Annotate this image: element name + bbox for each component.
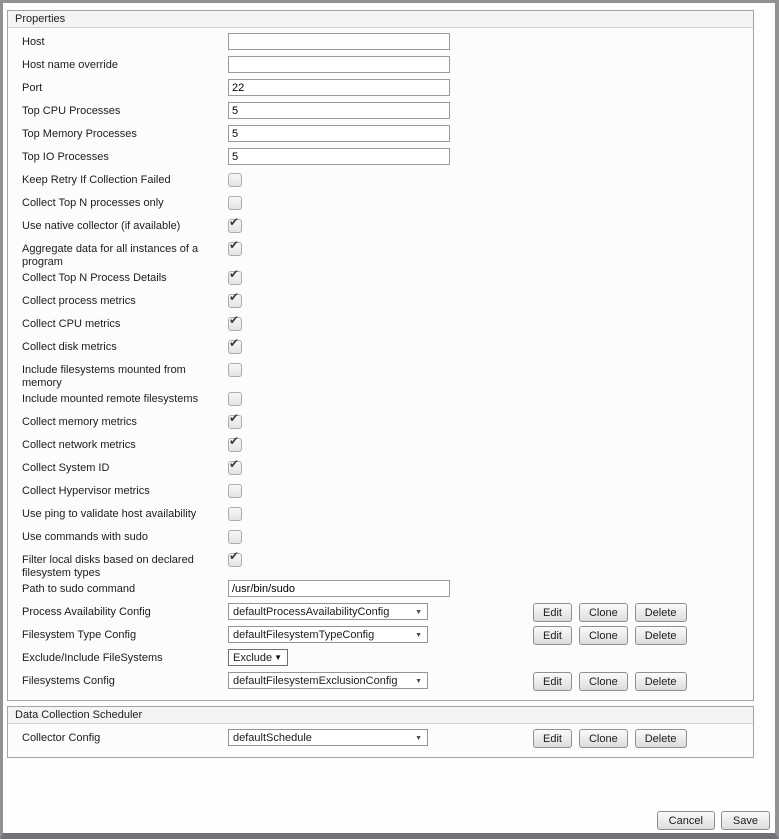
form-row-filesystems-config: [8, 672, 753, 695]
field-label: Use native collector (if available): [22, 220, 181, 232]
properties-panel: [7, 10, 754, 701]
form-row-aggregate-data-for-all-instances-of-a-program: [8, 240, 753, 269]
field-label: Collect System ID: [22, 462, 110, 474]
form-row-filesystem-type-config: [8, 626, 753, 649]
field-control: [228, 436, 242, 452]
check-icon: ✔: [229, 215, 240, 229]
scheduler-panel-body: [8, 724, 753, 757]
form-row-collect-system-id: [8, 459, 753, 482]
check-icon: ✔: [229, 457, 240, 471]
edit-button[interactable]: Edit: [533, 603, 572, 622]
field-control: [228, 171, 242, 187]
field-label: Process Availability Config: [22, 606, 151, 618]
select-value: defaultFilesystemExclusionConfig: [233, 674, 398, 687]
collect-hypervisor-metrics-checkbox[interactable]: [228, 484, 242, 498]
field-control: [228, 649, 288, 666]
check-icon: ✔: [229, 313, 240, 327]
field-label: Keep Retry If Collection Failed: [22, 174, 171, 186]
field-control: [228, 102, 450, 119]
field-control: [228, 580, 450, 597]
scheduler-panel: [7, 706, 754, 758]
edit-button[interactable]: Edit: [533, 672, 572, 691]
field-control: [228, 56, 450, 73]
field-label: Collector Config: [22, 732, 101, 744]
form-row-use-native-collector-if-available: [8, 217, 753, 240]
clone-button[interactable]: Clone: [579, 672, 628, 691]
field-control: [228, 148, 450, 165]
form-row-collect-process-metrics: [8, 292, 753, 315]
delete-button[interactable]: Delete: [635, 603, 687, 622]
form-row-include-mounted-remote-filesystems: [8, 390, 753, 413]
select-value: defaultFilesystemTypeConfig: [233, 628, 375, 641]
check-icon: ✔: [229, 267, 240, 281]
form-row-collect-disk-metrics: [8, 338, 753, 361]
field-label: Collect network metrics: [22, 439, 136, 451]
collect-disk-metrics-checkbox[interactable]: [228, 336, 242, 354]
field-label: Collect disk metrics: [22, 341, 117, 353]
top-memory-processes-input[interactable]: [228, 125, 450, 142]
field-control: [228, 79, 450, 96]
edit-button[interactable]: Edit: [533, 626, 572, 645]
field-control: [228, 33, 450, 50]
path-to-sudo-command-input[interactable]: [228, 580, 450, 597]
check-icon: ✔: [229, 238, 240, 252]
field-control: [228, 528, 242, 544]
field-control: [228, 125, 450, 142]
field-label: Filesystems Config: [22, 675, 115, 687]
collect-top-n-processes-only-checkbox[interactable]: [228, 196, 242, 210]
collect-top-n-process-details-checkbox[interactable]: [228, 267, 242, 285]
host-name-override-input[interactable]: [228, 56, 450, 73]
row-action-buttons: [533, 672, 687, 691]
field-control: [228, 361, 242, 377]
field-label: Host: [22, 36, 45, 48]
filesystem-type-config-select[interactable]: [228, 626, 428, 643]
chevron-down-icon: ▼: [274, 653, 282, 662]
check-icon: ✔: [229, 434, 240, 448]
form-row-exclude-include-filesystems: [8, 649, 753, 672]
form-row-keep-retry-if-collection-failed: [8, 171, 753, 194]
field-control: [228, 672, 428, 689]
field-control: [228, 505, 242, 521]
field-label: Port: [22, 82, 43, 94]
field-control: [228, 315, 242, 331]
form-row-use-ping-to-validate-host-availability: [8, 505, 753, 528]
row-action-buttons: [533, 603, 687, 622]
field-control: [228, 390, 242, 406]
field-control: [228, 240, 242, 256]
field-control: [228, 729, 428, 746]
process-availability-config-select[interactable]: [228, 603, 428, 620]
collect-process-metrics-checkbox[interactable]: [228, 290, 242, 308]
field-label: Include filesystems mounted from memory: [22, 364, 186, 389]
field-label: Top IO Processes: [22, 151, 109, 163]
form-row-collector-config: [8, 729, 753, 752]
filesystems-config-select[interactable]: [228, 672, 428, 689]
field-control: [228, 269, 242, 285]
scheduler-panel-title: Data Collection Scheduler: [8, 707, 753, 724]
field-control: [228, 292, 242, 308]
check-icon: ✔: [229, 290, 240, 304]
collect-memory-metrics-checkbox[interactable]: [228, 411, 242, 429]
form-row-include-filesystems-mounted-from-memory: [8, 361, 753, 390]
field-label: Filter local disks based on declared filesystem types: [22, 554, 194, 579]
cancel-button[interactable]: Cancel: [657, 811, 715, 830]
use-commands-with-sudo-checkbox[interactable]: [228, 530, 242, 544]
check-icon: ✔: [229, 549, 240, 563]
row-action-buttons: [533, 626, 687, 645]
host-input[interactable]: [228, 33, 450, 50]
form-row-host-name-override: [8, 56, 753, 79]
port-input[interactable]: [228, 79, 450, 96]
footer-button-bar: [657, 811, 770, 830]
properties-panel-title: Properties: [8, 11, 753, 28]
chevron-down-icon: ▼: [415, 609, 422, 616]
edit-button[interactable]: Edit: [533, 729, 572, 748]
field-control: [228, 551, 242, 567]
field-label: Collect Hypervisor metrics: [22, 485, 150, 497]
field-label: Use ping to validate host availability: [22, 508, 197, 520]
form-row-top-io-processes: [8, 148, 753, 171]
field-label: Top Memory Processes: [22, 128, 137, 140]
form-row-path-to-sudo-command: [8, 580, 753, 603]
form-row-filter-local-disks-based-on-declared-filesystem-types: [8, 551, 753, 580]
field-control: [228, 482, 242, 498]
field-label: Host name override: [22, 59, 118, 71]
form-row-collect-cpu-metrics: [8, 315, 753, 338]
select-value: defaultProcessAvailabilityConfig: [233, 605, 390, 618]
field-label: Exclude/Include FileSystems: [22, 652, 163, 664]
filter-local-disks-based-on-declared-filesystem-types-checkbox[interactable]: [228, 549, 242, 567]
form-row-process-availability-config: [8, 603, 753, 626]
form-row-collect-network-metrics: [8, 436, 753, 459]
select-value: defaultSchedule: [233, 731, 312, 744]
clone-button[interactable]: Clone: [579, 603, 628, 622]
field-control: [228, 626, 428, 643]
delete-button[interactable]: Delete: [635, 672, 687, 691]
include-mounted-remote-filesystems-checkbox[interactable]: [228, 392, 242, 406]
form-row-top-cpu-processes: [8, 102, 753, 125]
field-label: Collect memory metrics: [22, 416, 137, 428]
form-row-collect-hypervisor-metrics: [8, 482, 753, 505]
top-io-processes-input[interactable]: [228, 148, 450, 165]
form-row-top-memory-processes: [8, 125, 753, 148]
aggregate-data-for-all-instances-of-a-program-checkbox[interactable]: [228, 238, 242, 256]
collect-network-metrics-checkbox[interactable]: [228, 434, 242, 452]
collect-system-id-checkbox[interactable]: [228, 457, 242, 475]
field-label: Top CPU Processes: [22, 105, 121, 117]
use-native-collector-if-available-checkbox[interactable]: [228, 215, 242, 233]
field-label: Path to sudo command: [22, 583, 136, 595]
clone-button[interactable]: Clone: [579, 626, 628, 645]
form-row-port: [8, 79, 753, 102]
field-label: Filesystem Type Config: [22, 629, 137, 641]
form-row-collect-memory-metrics: [8, 413, 753, 436]
field-label: Include mounted remote filesystems: [22, 393, 199, 405]
form-row-use-commands-with-sudo: [8, 528, 753, 551]
collector-config-select[interactable]: [228, 729, 428, 746]
field-control: [228, 459, 242, 475]
top-cpu-processes-input[interactable]: [228, 102, 450, 119]
chevron-down-icon: ▼: [415, 632, 422, 639]
chevron-down-icon: ▼: [415, 678, 422, 685]
field-label: Collect Top N processes only: [22, 197, 164, 209]
properties-panel-body: [8, 28, 753, 700]
field-control: [228, 338, 242, 354]
field-label: Collect Top N Process Details: [22, 272, 167, 284]
select-value: Exclude: [233, 651, 273, 664]
field-control: [228, 217, 242, 233]
form-row-collect-top-n-process-details: [8, 269, 753, 292]
include-filesystems-mounted-from-memory-checkbox[interactable]: [228, 363, 242, 377]
row-action-buttons: [533, 729, 687, 748]
field-control: [228, 413, 242, 429]
use-ping-to-validate-host-availability-checkbox[interactable]: [228, 507, 242, 521]
field-label: Use commands with sudo: [22, 531, 148, 543]
clone-button[interactable]: Clone: [579, 729, 628, 748]
field-control: [228, 194, 242, 210]
delete-button[interactable]: Delete: [635, 626, 687, 645]
field-label: Collect process metrics: [22, 295, 136, 307]
check-icon: ✔: [229, 411, 240, 425]
delete-button[interactable]: Delete: [635, 729, 687, 748]
collect-cpu-metrics-checkbox[interactable]: [228, 313, 242, 331]
exclude-include-filesystems-select[interactable]: [228, 649, 288, 666]
form-row-collect-top-n-processes-only: [8, 194, 753, 217]
field-label: Aggregate data for all instances of a program: [22, 243, 199, 268]
chevron-down-icon: ▼: [415, 735, 422, 742]
check-icon: ✔: [229, 336, 240, 350]
keep-retry-if-collection-failed-checkbox[interactable]: [228, 173, 242, 187]
field-control: [228, 603, 428, 620]
save-button[interactable]: Save: [721, 811, 770, 830]
form-row-host: [8, 33, 753, 56]
field-label: Collect CPU metrics: [22, 318, 121, 330]
